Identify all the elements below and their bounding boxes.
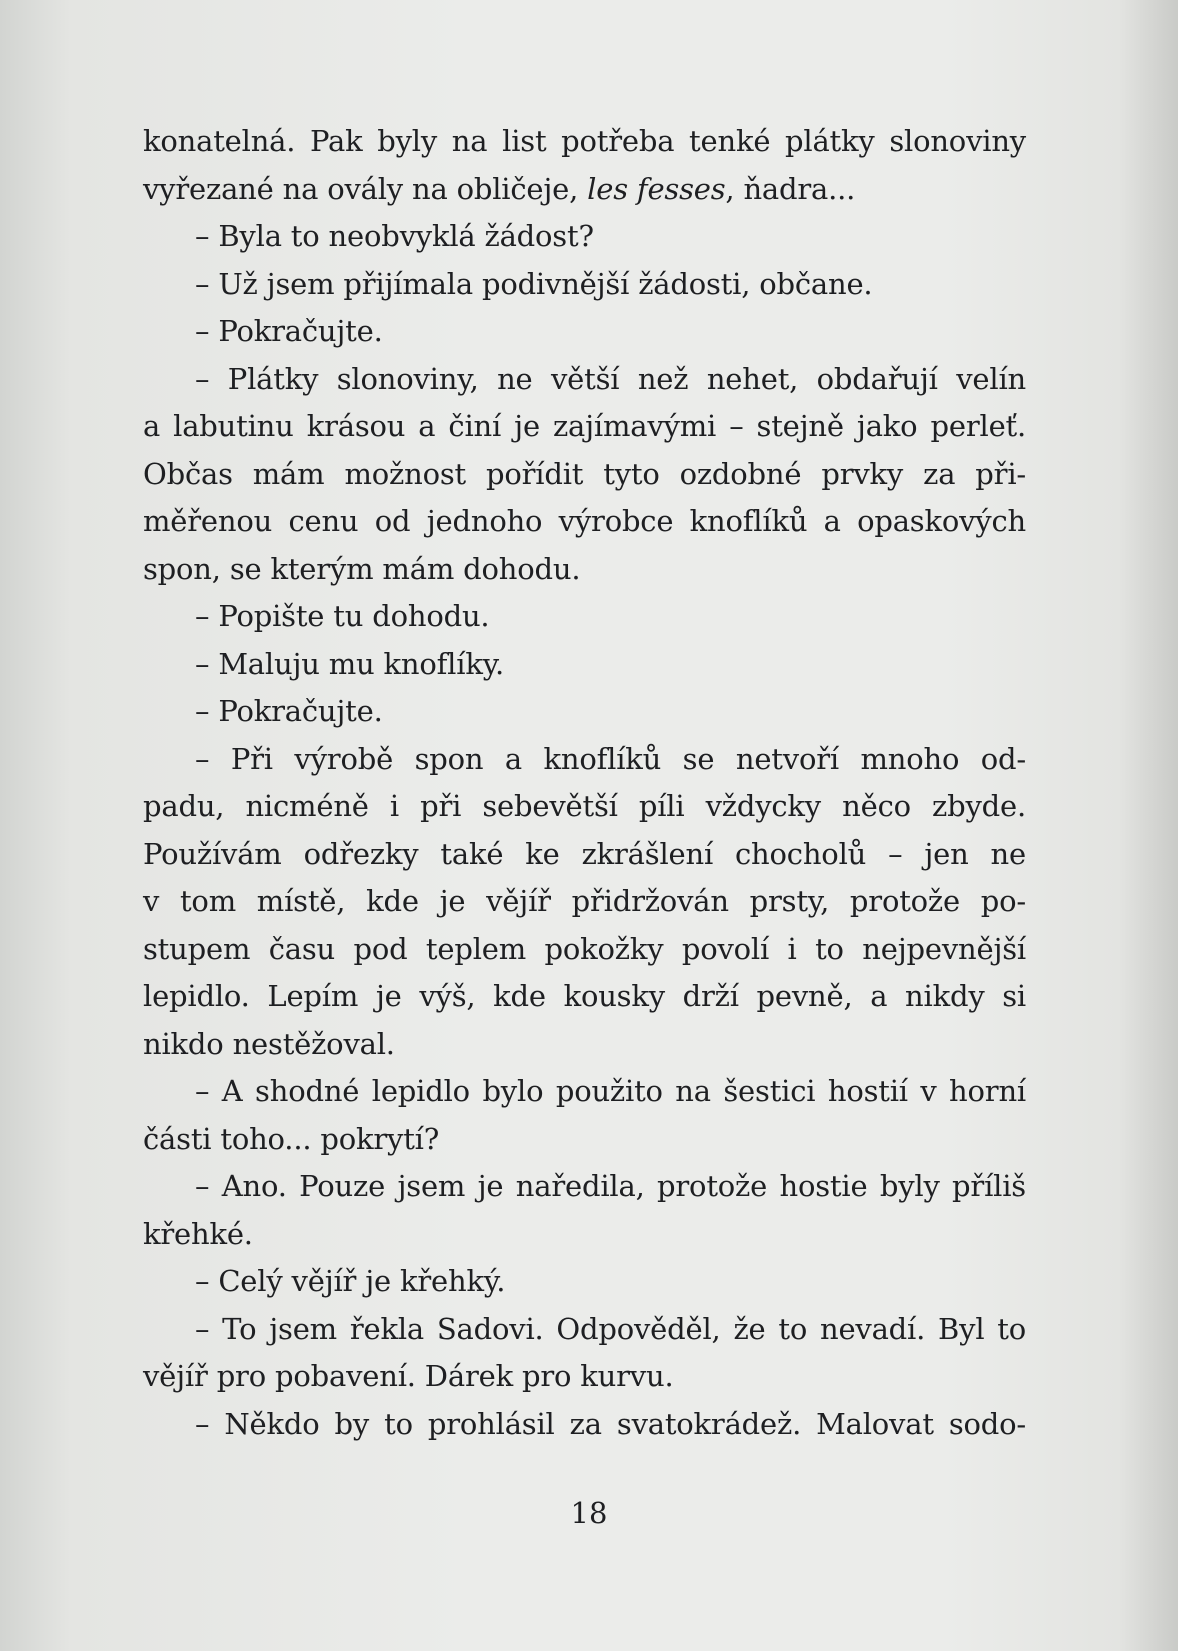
dialogue-line: – Popište tu dohodu. [195, 599, 490, 633]
text-line: a labutinu krásou a činí je zajímavými – stejně jako perleť. [143, 409, 1026, 443]
text-line: křehké. [143, 1216, 253, 1251]
dialogue-line: – To jsem řekla Sadovi. Odpověděl, že to nevadí. Byl to [195, 1311, 1026, 1346]
text-block [143, 118, 1026, 1448]
text-line: části toho... pokrytí? [143, 1121, 440, 1156]
text-line: konatelná. Pak byly na list potřeba tenké plátky slonoviny [143, 124, 1026, 158]
text-line: Občas mám možnost pořídit tyto ozdobné prvky za při- [143, 456, 1026, 491]
text-line: lepidlo. Lepím je výš, kde kousky drží pevně, a nikdy si [143, 979, 1026, 1013]
text-line: nikdo nestěžoval. [143, 1026, 395, 1061]
page-edge-shadow [1118, 0, 1178, 1651]
text-span: vyřezané na ovály na obličeje, [143, 171, 588, 206]
text-line: měřenou cenu od jednoho výrobce knoflíků a opaskových [143, 504, 1026, 538]
text-line: Používám odřezky také ke zkrášlení chocholů – jen ne [143, 836, 1026, 871]
dialogue-line: – Pokračujte. [195, 694, 383, 728]
dialogue-line: – Celý vějíř je křehký. [195, 1264, 506, 1298]
dialogue-line: – Už jsem přijímala podivnější žádosti, občane. [195, 266, 873, 301]
page-number: 18 [570, 1496, 608, 1530]
text-line: v tom místě, kde je vějíř přidržován prsty, protože po- [143, 884, 1026, 918]
text-line: stupem času pod teplem pokožky povolí i to nejpevnější [143, 931, 1026, 966]
dialogue-line: – Byla to neobvyklá žádost? [195, 219, 594, 253]
text-line [143, 166, 1026, 214]
dialogue-line: – Při výrobě spon a knoflíků se netvoří mnoho od- [195, 741, 1026, 776]
text-span: , ňadra... [725, 171, 856, 206]
dialogue-line: – Pokračujte. [195, 314, 383, 348]
dialogue-line: – Plátky slonoviny, ne větší než nehet, obdařují velín [195, 361, 1026, 396]
dialogue-line: – A shodné lepidlo bylo použito na šestici hostií v horní [195, 1074, 1026, 1108]
text-line: vějíř pro pobavení. Dárek pro kurvu. [143, 1359, 674, 1393]
italic-phrase: les fesses [587, 171, 726, 206]
text-line: spon, se kterým mám dohodu. [143, 551, 581, 586]
dialogue-line: – Ano. Pouze jsem je naředila, protože hostie byly příliš [195, 1169, 1026, 1203]
dialogue-line: – Někdo by to prohlásil za svatokrádež. Malovat sodo- [195, 1406, 1026, 1441]
dialogue-line: – Maluju mu knoflíky. [195, 646, 505, 681]
text-line: padu, nicméně i při sebevětší píli vždycky něco zbyde. [143, 789, 1026, 823]
